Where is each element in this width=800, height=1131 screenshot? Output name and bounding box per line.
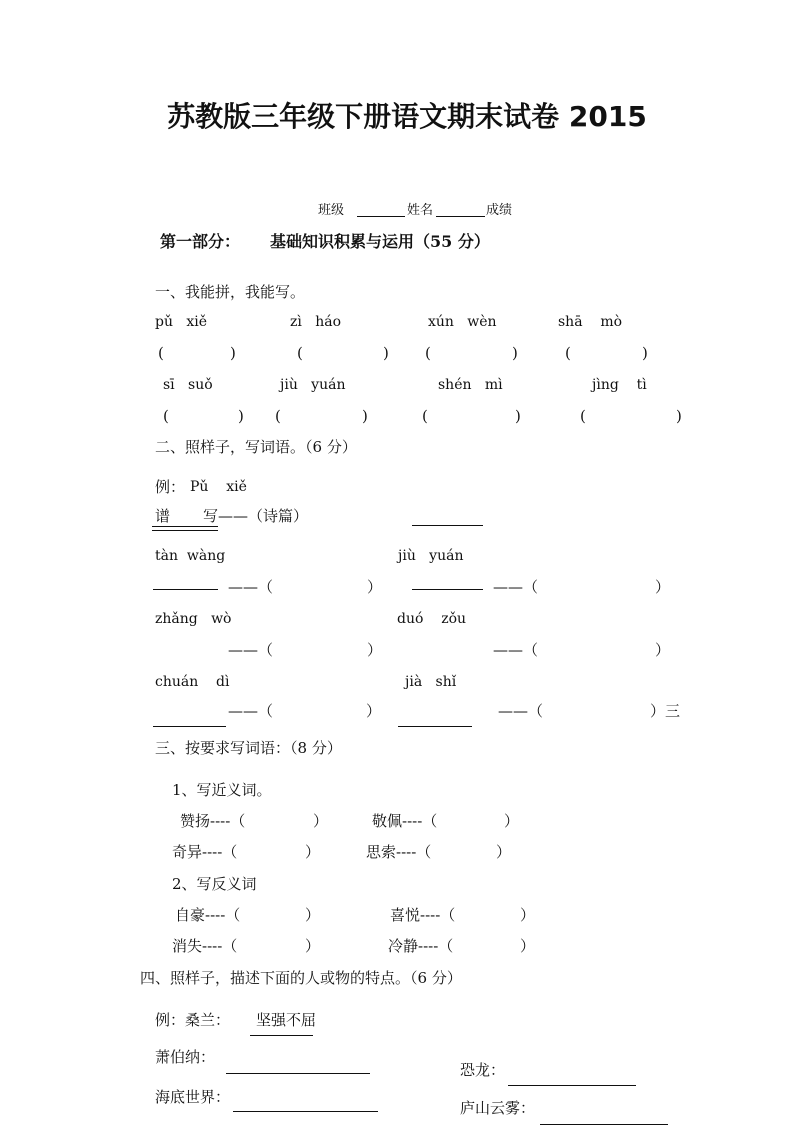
score-label: 成绩 — [486, 203, 513, 218]
answer-blank — [508, 1085, 636, 1086]
antonym-word: 消失 — [172, 937, 203, 955]
paren-close: ) — [238, 407, 244, 425]
blank-close: ）三 — [650, 702, 681, 720]
blank-close: ） — [305, 843, 321, 861]
blank-close: ） — [520, 937, 536, 955]
paren-open: ( — [425, 344, 431, 362]
q1-pinyin: jiù yuán — [280, 377, 346, 393]
q2-pinyin: tàn wàng — [155, 548, 226, 564]
blank-close: ） — [367, 641, 383, 659]
paren-open: ( — [297, 344, 303, 362]
paren-close: ) — [676, 407, 682, 425]
example-underline — [250, 1035, 313, 1036]
q1-pinyin: zì háo — [290, 314, 341, 330]
name-label: 姓名 — [407, 203, 434, 218]
q2-pinyin: duó zǒu — [397, 611, 467, 627]
q4-heading: 四、照样子，描述下面的人或物的特点。（6 分） — [140, 969, 462, 987]
q2-heading: 二、照样子，写词语。（6 分） — [155, 438, 357, 456]
q4-example-label: 例：桑兰： — [155, 1011, 231, 1029]
double-underline-top — [152, 526, 218, 527]
blank-open: ----（ — [202, 937, 238, 955]
q4-item-label: 庐山云雾： — [460, 1099, 536, 1117]
blank-open: ——（ — [228, 578, 274, 596]
q1-pinyin: jìng tì — [592, 377, 647, 393]
synonym-item — [180, 813, 245, 829]
synonym-item — [372, 813, 437, 829]
q4-item-label: 萧伯纳： — [155, 1048, 216, 1066]
answer-blank — [153, 726, 226, 727]
synonym-item — [172, 844, 237, 860]
blank-open: ----（ — [402, 812, 438, 830]
blank-open: ----（ — [210, 812, 246, 830]
double-underline-bottom — [152, 530, 218, 531]
q4-example-answer: 坚强不屈 — [256, 1011, 317, 1029]
antonym-word: 冷静 — [388, 937, 419, 955]
synonym-item — [366, 844, 431, 860]
q2-example-pinyin: Pǔ xiě — [190, 479, 247, 495]
answer-blank — [398, 726, 472, 727]
paren-open: ( — [580, 407, 586, 425]
q2-example-char: 谱 — [155, 507, 171, 525]
antonym-item — [388, 938, 453, 954]
blank-close: ） — [305, 937, 321, 955]
q1-pinyin: shā mò — [558, 314, 623, 330]
paren-open: ( — [422, 407, 428, 425]
antonym-word: 喜悦 — [390, 906, 421, 924]
paren-open: ( — [163, 407, 169, 425]
q1-pinyin: shén mì — [438, 377, 503, 393]
antonym-word: 自豪 — [175, 906, 206, 924]
paren-open: ( — [158, 344, 164, 362]
blank-open: ——（ — [228, 641, 274, 659]
paren-close: ) — [642, 344, 648, 362]
q1-heading: 一、我能拼，我能写。 — [155, 283, 306, 301]
antonym-item — [390, 907, 455, 923]
blank-open: ----（ — [202, 843, 238, 861]
blank-open: ----（ — [418, 937, 454, 955]
paren-close: ) — [383, 344, 389, 362]
part1-title: 基础知识积累与运用（55 分） — [270, 232, 490, 251]
synonym-word: 思索 — [366, 843, 397, 861]
q2-pinyin: jià shǐ — [405, 674, 457, 690]
blank-close: ） — [520, 906, 536, 924]
antonym-item — [172, 938, 237, 954]
q2-example-rest: 写——（诗篇） — [203, 507, 309, 525]
q2-pinyin: chuán dì — [155, 674, 230, 690]
synonym-word: 赞扬 — [180, 812, 211, 830]
answer-blank — [226, 1073, 370, 1074]
q3-sub1: 1、写近义词。 — [172, 781, 272, 799]
answer-blank — [540, 1124, 668, 1125]
blank-close: ） — [496, 843, 512, 861]
paren-close: ) — [512, 344, 518, 362]
blank-open: ——（ — [493, 641, 539, 659]
q2-pinyin: jiù yuán — [398, 548, 464, 564]
blank-close: ） — [366, 702, 382, 720]
answer-blank — [153, 589, 218, 590]
class-label: 班级 — [318, 203, 345, 218]
blank-close: ） — [655, 641, 671, 659]
answer-blank — [412, 589, 483, 590]
paren-close: ) — [515, 407, 521, 425]
blank-open: ——（ — [493, 578, 539, 596]
q3-sub2: 2、写反义词 — [172, 875, 257, 893]
blank-close: ） — [504, 812, 520, 830]
paren-close: ) — [362, 407, 368, 425]
answer-blank — [412, 525, 483, 526]
class-blank — [357, 216, 405, 217]
answer-blank — [233, 1111, 378, 1112]
q3-heading: 三、按要求写词语：（8 分） — [155, 739, 342, 757]
name-blank — [436, 216, 485, 217]
q2-example-label: 例： — [155, 478, 186, 496]
q1-pinyin: xún wèn — [428, 314, 497, 330]
antonym-item — [175, 907, 240, 923]
paren-open: ( — [275, 407, 281, 425]
blank-open: ——（ — [498, 702, 544, 720]
part1-label: 第一部分： — [160, 232, 241, 251]
blank-close: ） — [313, 812, 329, 830]
paren-close: ) — [230, 344, 236, 362]
blank-close: ） — [655, 578, 671, 596]
blank-open: ——（ — [228, 702, 274, 720]
page-title: 苏教版三年级下册语文期末试卷 2015 — [167, 100, 647, 133]
blank-open: ----（ — [205, 906, 241, 924]
blank-open: ----（ — [420, 906, 456, 924]
synonym-word: 敬佩 — [372, 812, 403, 830]
q4-item-label: 恐龙： — [460, 1061, 506, 1079]
q1-pinyin: sī suǒ — [163, 377, 213, 393]
q2-pinyin: zhǎng wò — [155, 611, 232, 627]
blank-close: ） — [367, 578, 383, 596]
q1-pinyin: pǔ xiě — [155, 314, 207, 330]
synonym-word: 奇异 — [172, 843, 203, 861]
q4-item-label: 海底世界： — [155, 1088, 231, 1106]
paren-open: ( — [565, 344, 571, 362]
blank-close: ） — [305, 906, 321, 924]
blank-open: ----（ — [396, 843, 432, 861]
